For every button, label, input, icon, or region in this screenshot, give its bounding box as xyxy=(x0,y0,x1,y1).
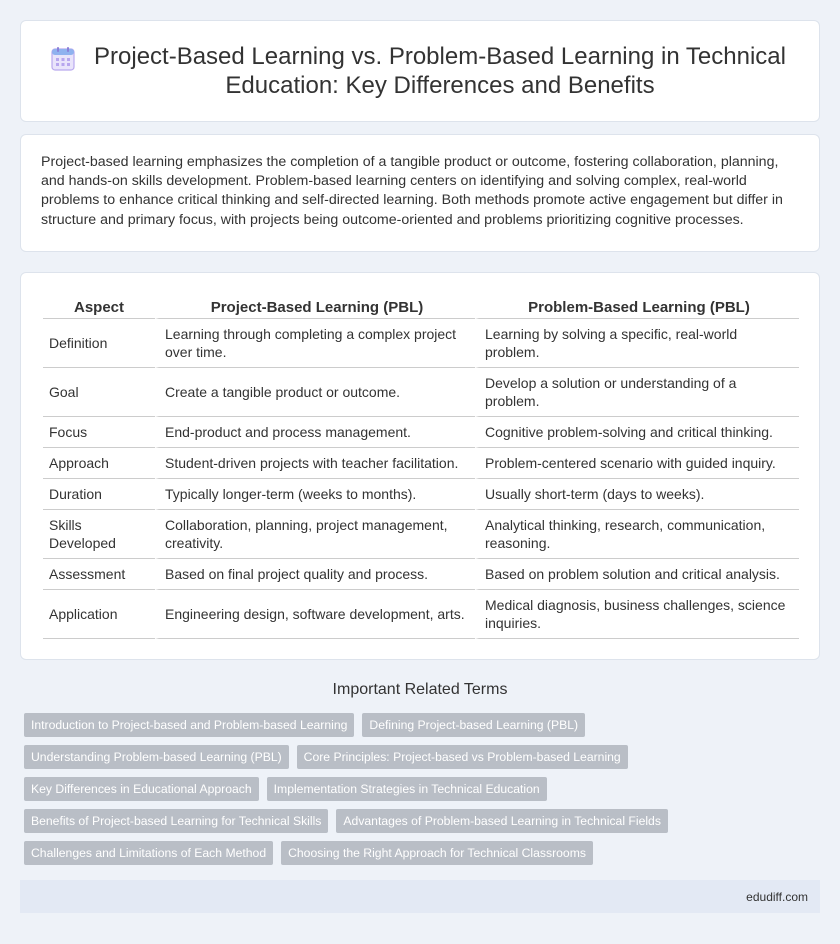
column-header-aspect: Aspect xyxy=(43,295,155,319)
table-row xyxy=(43,417,799,448)
table-row xyxy=(43,368,799,417)
related-term-tag[interactable]: Core Principles: Project-based vs Problem-based Learning xyxy=(297,745,628,769)
table-cell: Student-driven projects with teacher facilitation. xyxy=(155,448,475,479)
table-cell: Problem-centered scenario with guided inquiry. xyxy=(475,448,799,479)
comparison-table xyxy=(43,295,799,639)
table-row xyxy=(43,319,799,368)
table-cell: Definition xyxy=(43,319,155,368)
table-cell: Usually short-term (days to weeks). xyxy=(475,479,799,510)
related-term-tag[interactable]: Benefits of Project-based Learning for Technical Skills xyxy=(24,809,328,833)
table-cell: Based on problem solution and critical analysis. xyxy=(475,559,799,590)
table-cell: End-product and process management. xyxy=(155,417,475,448)
table-cell: Based on final project quality and process. xyxy=(155,559,475,590)
related-terms-heading: Important Related Terms xyxy=(332,681,508,698)
table-row xyxy=(43,479,799,510)
table-row xyxy=(43,510,799,559)
table-cell: Focus xyxy=(43,417,155,448)
table-cell: Skills Developed xyxy=(43,510,155,559)
header-card xyxy=(20,20,820,122)
related-term-tag[interactable]: Key Differences in Educational Approach xyxy=(24,777,259,801)
table-header-row xyxy=(43,295,799,319)
calendar-icon xyxy=(50,46,76,72)
intro-text: Project-based learning emphasizes the completion of a tangible product or outcome, fostering collaboration, planning, and hands-on skills development. Problem-based learning centers on identifying and solving complex, real-world problems to enhance critical thinking and self-directed learning. Both methods promote active engagement but differ in structure and primary focus, with projects being outcome-oriented and problems prioritizing cognitive processes. xyxy=(41,154,783,228)
intro-card xyxy=(20,134,820,252)
table-cell: Goal xyxy=(43,368,155,417)
table-cell: Approach xyxy=(43,448,155,479)
related-term-tag[interactable]: Understanding Problem-based Learning (PBL) xyxy=(24,745,289,769)
table-cell: Engineering design, software development, arts. xyxy=(155,590,475,639)
table-cell: Duration xyxy=(43,479,155,510)
related-term-tag[interactable]: Challenges and Limitations of Each Method xyxy=(24,841,273,865)
column-header-problem: Problem-Based Learning (PBL) xyxy=(475,295,799,319)
site-name[interactable]: edudiff.com xyxy=(746,889,808,904)
table-cell: Collaboration, planning, project management, creativity. xyxy=(155,510,475,559)
table-cell: Learning by solving a specific, real-world problem. xyxy=(475,319,799,368)
table-cell: Develop a solution or understanding of a problem. xyxy=(475,368,799,417)
column-header-project: Project-Based Learning (PBL) xyxy=(155,295,475,319)
table-cell: Create a tangible product or outcome. xyxy=(155,368,475,417)
table-row xyxy=(43,590,799,639)
related-term-tag[interactable]: Introduction to Project-based and Problem-based Learning xyxy=(24,713,354,737)
related-term-tag[interactable]: Implementation Strategies in Technical Education xyxy=(267,777,547,801)
related-term-tag[interactable]: Choosing the Right Approach for Technical Classrooms xyxy=(281,841,593,865)
comparison-card xyxy=(20,272,820,660)
related-term-tag[interactable]: Advantages of Problem-based Learning in Technical Fields xyxy=(336,809,668,833)
table-cell: Application xyxy=(43,590,155,639)
table-row xyxy=(43,448,799,479)
table-cell: Medical diagnosis, business challenges, science inquiries. xyxy=(475,590,799,639)
table-cell: Typically longer-term (weeks to months). xyxy=(155,479,475,510)
related-term-tag[interactable]: Defining Project-based Learning (PBL) xyxy=(362,713,585,737)
table-row xyxy=(43,559,799,590)
table-cell: Analytical thinking, research, communication, reasoning. xyxy=(475,510,799,559)
related-terms-list xyxy=(24,713,824,873)
page-title: Project-Based Learning vs. Problem-Based Learning in Technical Education: Key Differences and Benefits xyxy=(94,43,786,99)
table-cell: Learning through completing a complex project over time. xyxy=(155,319,475,368)
table-cell: Assessment xyxy=(43,559,155,590)
footer xyxy=(20,880,820,913)
table-cell: Cognitive problem-solving and critical thinking. xyxy=(475,417,799,448)
